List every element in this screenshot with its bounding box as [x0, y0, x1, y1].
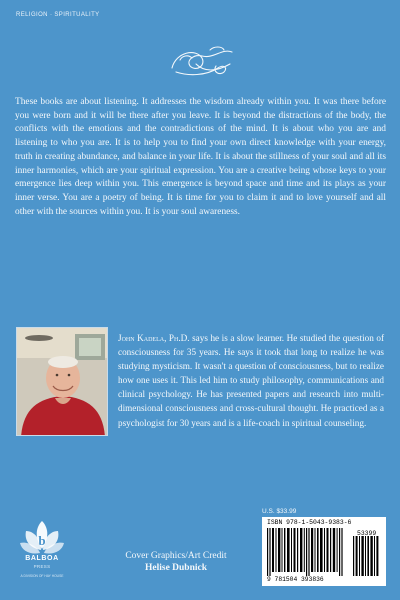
isbn-barcode	[262, 517, 386, 586]
publisher-sub: PRESS	[33, 564, 51, 569]
author-bio-text: says he is a slow learner. He studied the question of consciousness for 35 years. He says it took that long to realize he was studying mysticism. It wasn't a question of consciousness, but to realize how one uses it. This led him to study philosophy, communications and clinical psychology. He has presented papers and research into multi-dimensional consciousness and cross-cultural thought. He practiced as a psychologist for 30 years and is a life-coach in spiritual counseling.	[118, 333, 385, 428]
cover-credit-label: Cover Graphics/Art Credit	[125, 551, 227, 561]
cover-credit-name: Helise Dubnick	[144, 563, 208, 573]
author-photo	[16, 327, 108, 436]
book-description: These books are about listening. It addresses the wisdom already within you. It was there before you were born and it will be there after you leave. It is beyond the distractions of the body, the conflicts with the emotions and the contradictions of the mind. It is about who you are and listening to who you are. It is to help you to find your own direct knowledge with your energy, truth in creating abundance, and balance in your life. It is about the stillness of your soul and all its inner harmonies, which are your spiritual expression. You are a creative being whose keys to your emergence lies deep within you. This emergence is beyond space and time and its plays as your inner verse. You are a poetry of being. It is time for you to claim it and to love yourself and all other with the sources within you. It is your soul awareness.	[15, 97, 386, 217]
price-label: U.S. $33.99	[262, 508, 297, 515]
publisher-lotus-logo-icon	[14, 515, 70, 583]
barcode-digits: 9 781504 393836	[267, 576, 324, 583]
author-bio	[118, 331, 384, 430]
price-code: 53399	[357, 530, 377, 537]
category-label: RELIGION · SPIRITUALITY	[16, 12, 100, 18]
flourish-ornament-icon	[166, 42, 238, 80]
author-name: John Kadela, Ph.D.	[118, 333, 190, 343]
publisher-tagline: A DIVISION OF HAY HOUSE	[20, 574, 64, 578]
svg-text:b: b	[38, 533, 46, 548]
publisher-name: BALBOA	[25, 555, 59, 562]
isbn-text: ISBN 978-1-5043-9383-6	[267, 519, 352, 526]
